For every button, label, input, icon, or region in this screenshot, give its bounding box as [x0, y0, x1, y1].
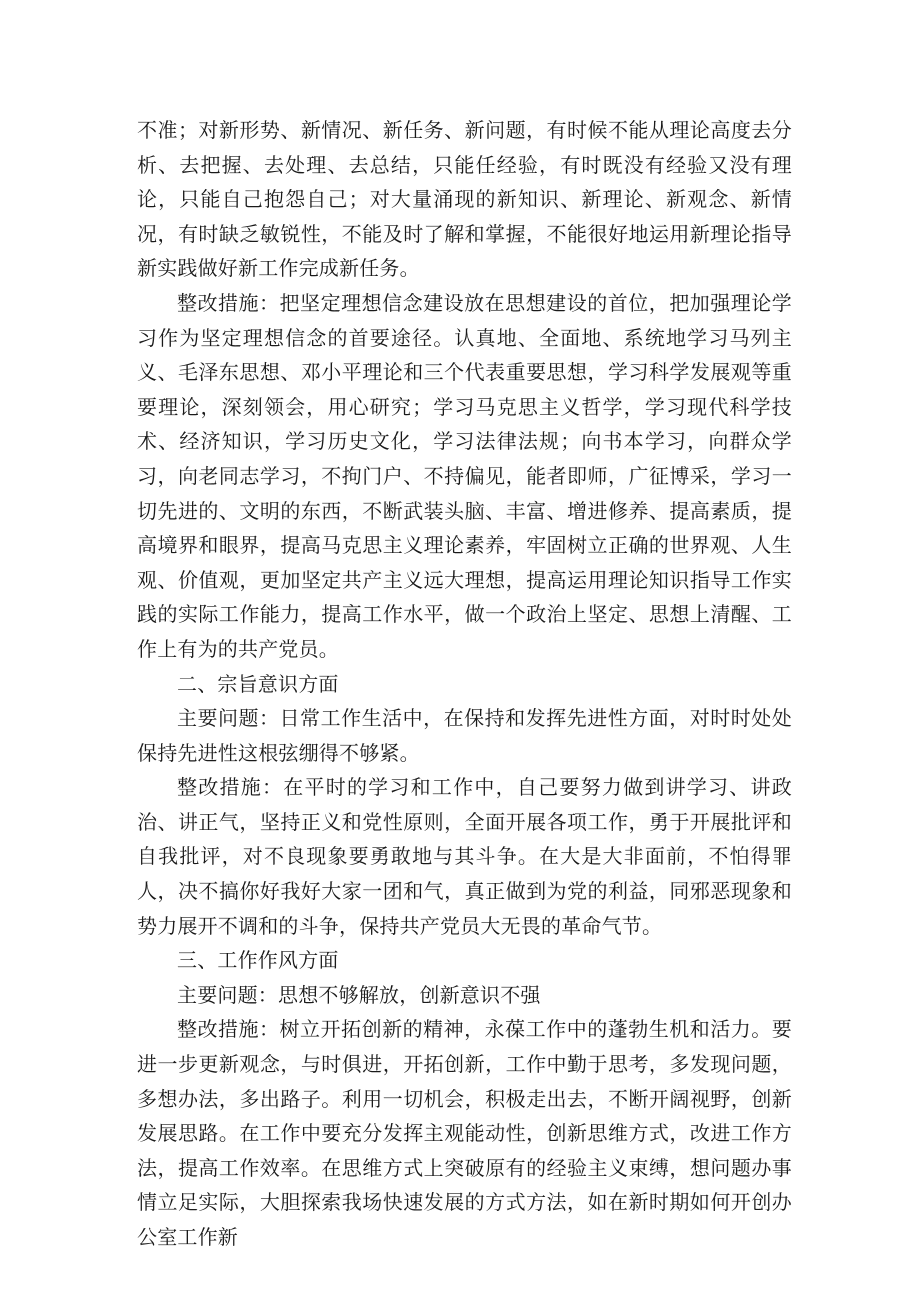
document-body — [137, 113, 792, 1255]
paragraph-main-problem: 主要问题：思想不够解放，创新意识不强 — [177, 982, 541, 1007]
paragraph-rectification-measures: 整改措施：在平时的学习和工作中，自己要努力做到讲学习、讲政治、讲正气，坚持正义和党性原则，全面开展各项工作，勇于开展批评和自我批评，对不良现象要勇敢地与其斗争。在大是大非面前，不怕得罪人，决不搞你好我好大家一团和气，真正做到为党的利益，同邪恶现象和势力展开不调和的斗争，保持共产党员大无畏的革命气节。 — [137, 775, 792, 938]
paragraph-rectification-measures: 整改措施：把坚定理想信念建设放在思想建设的首位，把加强理论学习作为坚定理想信念的首要途径。认真地、全面地、系统地学习马列主义、毛泽东思想、邓小平理论和三个代表重要思想，学习科学发展观等重要理论，深刻领会，用心研究；学习马克思主义哲学，学习现代科学技术、经济知识，学习历史文化，学习法律法规；向书本学习，向群众学习，向老同志学习，不拘门户、不持偏见，能者即师，广征博采，学习一切先进的、文明的东西，不断武装头脑、丰富、增进修养、提高素质，提高境界和眼界，提高马克思主义理论素养，牢固树立正确的世界观、人生观、价值观，更加坚定共产主义远大理想，提高运用理论知识指导工作实践的实际工作能力，提高工作水平，做一个政治上坚定、思想上清醒、工作上有为的共产党员。 — [137, 290, 792, 661]
paragraph-continuation: 不准；对新形势、新情况、新任务、新问题，有时候不能从理论高度去分析、去把握、去处理、去总结，只能任经验，有时既没有经验又没有理论，只能自己抱怨自己；对大量涌现的新知识、新理论、新观念、新情况，有时缺乏敏锐性，不能及时了解和掌握，不能很好地运用新理论指导新实践做好新工作完成新任务。 — [137, 118, 792, 281]
paragraph-main-problem: 主要问题：日常工作生活中，在保持和发挥先进性方面，对时时处处保持先进性这根弦绷得不够紧。 — [137, 706, 792, 765]
paragraph-rectification-measures: 整改措施：树立开拓创新的精神，永葆工作中的蓬勃生机和活力。要进一步更新观念，与时俱进，开拓创新，工作中勤于思考，多发现问题，多想办法，多出路子。利用一切机会，积极走出去，不断开阔视野，创新发展思路。在工作中要充分发挥主观能动性，创新思维方式，改进工作方法，提高工作效率。在思维方式上突破原有的经验主义束缚，想问题办事情立足实际，大胆探索我场快速发展的方式方法，如在新时期如何开创办公室工作新 — [137, 1017, 792, 1249]
section-heading-purpose-awareness: 二、宗旨意识方面 — [177, 671, 339, 696]
section-heading-work-style: 三、工作作风方面 — [177, 948, 339, 973]
